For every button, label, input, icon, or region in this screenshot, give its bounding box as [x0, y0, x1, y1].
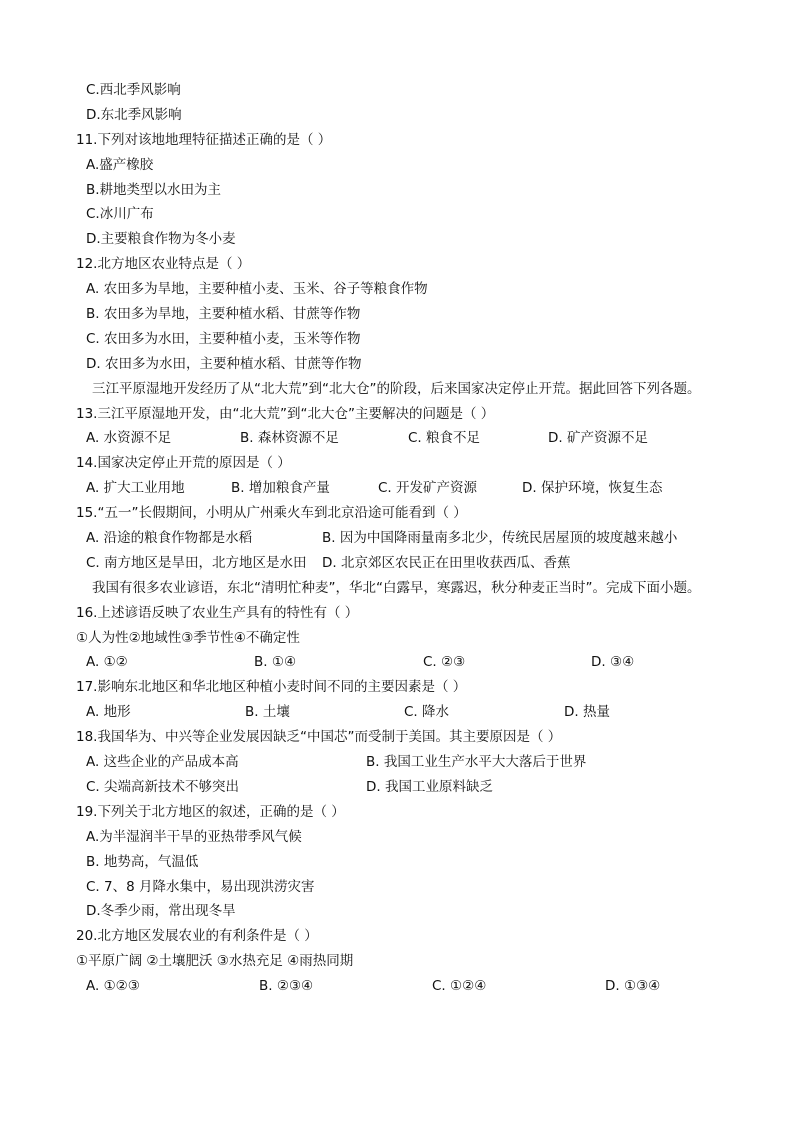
option-10c: C.西北季风影响 [86, 82, 181, 98]
options-17 [0, 700, 794, 725]
options-15-row2 [0, 551, 794, 576]
options-16 [0, 650, 794, 675]
option-17b: B. 土壤 [245, 704, 290, 721]
option-11c: C.冰川广布 [86, 206, 154, 223]
option-20b: B. ②③④ [259, 978, 314, 995]
option-20a: A. ①②③ [86, 978, 140, 995]
question-15: 15.“五一”长假期间，小明从广州乘火车到北京沿途可能看到（ ） [76, 505, 467, 522]
options-13 [0, 426, 794, 451]
option-14b: B. 增加粮食产量 [231, 480, 330, 497]
option-12c: C. 农田多为水田，主要种植小麦，玉米等作物 [86, 330, 361, 347]
question-11: 11.下列对该地地理特征描述正确的是（ ） [76, 131, 332, 148]
question-13: 13.三江平原湿地开发，由“北大荒”到“北大仓”主要解决的问题是（ ） [76, 405, 495, 422]
passage-proverbs: 我国有很多农业谚语，东北“清明忙种麦”，华北“白露早，寒露迟，秋分种麦正当时”。完成下面小题。 [92, 579, 701, 596]
question-17: 17.影响东北地区和华北地区种植小麦时间不同的主要因素是（ ） [76, 679, 467, 696]
option-13a: A. 水资源不足 [86, 430, 172, 447]
option-15a: A. 沿途的粮食作物都是水稻 [86, 530, 253, 547]
option-19a: A.为半湿润半干旱的亚热带季风气候 [86, 828, 302, 845]
option-14c: C. 开发矿产资源 [378, 480, 478, 497]
question-18: 18.我国华为、中兴等企业发展因缺乏“中国芯”而受制于美国。其主要原因是（ ） [76, 729, 562, 746]
option-12a: A. 农田多为旱地，主要种植小麦、玉米、谷子等粮食作物 [86, 281, 428, 298]
options-15-row1 [0, 526, 794, 551]
option-14d: D. 保护环境，恢复生态 [522, 480, 663, 497]
question-14: 14.国家决定停止开荒的原因是（ ） [76, 455, 291, 472]
option-15d: D. 北京郊区农民正在田里收获西瓜、香蕉 [322, 554, 571, 571]
option-16d: D. ③④ [591, 654, 635, 671]
option-13d: D. 矿产资源不足 [548, 430, 648, 447]
option-18b: B. 我国工业生产水平大大落后于世界 [366, 754, 587, 771]
option-17a: A. 地形 [86, 704, 131, 721]
document-page [0, 78, 794, 999]
question-16-choices: ①人为性②地域性③季节性④不确定性 [76, 629, 300, 646]
option-16a: A. ①② [86, 654, 128, 671]
option-18a: A. 这些企业的产品成本高 [86, 754, 239, 771]
option-13b: B. 森林资源不足 [240, 430, 339, 447]
option-15c: C. 南方地区是旱田，北方地区是水田 [86, 554, 307, 571]
option-14a: A. 扩大工业用地 [86, 480, 185, 497]
option-17d: D. 热量 [564, 704, 610, 721]
option-12b: B. 农田多为旱地，主要种植水稻、甘蔗等作物 [86, 306, 361, 323]
question-16: 16.上述谚语反映了农业生产具有的特性有（ ） [76, 604, 359, 621]
question-19: 19.下列关于北方地区的叙述，正确的是（ ） [76, 803, 345, 820]
option-16b: B. ①④ [254, 654, 297, 671]
option-11a: A.盛产橡胶 [86, 156, 154, 173]
passage-sanjiang: 三江平原湿地开发经历了从“北大荒”到“北大仓”的阶段，后来国家决定停止开荒。据此回答下列各题。 [92, 380, 701, 397]
options-18-row2 [0, 775, 794, 800]
option-18d: D. 我国工业原料缺乏 [366, 778, 493, 795]
option-13c: C. 粮食不足 [408, 430, 481, 447]
options-18-row1 [0, 750, 794, 775]
option-11d: D.主要粮食作物为冬小麦 [86, 231, 236, 248]
question-20-choices: ①平原广阔 ②土壤肥沃 ③水热充足 ④雨热同期 [76, 953, 354, 970]
option-17c: C. 降水 [404, 704, 450, 721]
option-16c: C. ②③ [423, 654, 466, 671]
option-19b: B. 地势高，气温低 [86, 853, 199, 870]
option-10d: D.东北季风影响 [86, 106, 182, 123]
option-11b: B.耕地类型以水田为主 [86, 181, 222, 198]
option-15b: B. 因为中国降雨量南多北少，传统民居屋顶的坡度越来越小 [322, 530, 678, 547]
option-18c: C. 尖端高新技术不够突出 [86, 778, 240, 795]
question-12: 12.北方地区农业特点是（ ） [76, 256, 251, 273]
option-20d: D. ①③④ [605, 978, 661, 995]
option-19d: D.冬季少雨，常出现冬旱 [86, 903, 236, 920]
option-19c: C. 7、8 月降水集中，易出现洪涝灾害 [86, 878, 315, 895]
options-14 [0, 476, 794, 501]
question-20: 20.北方地区发展农业的有利条件是（ ） [76, 928, 318, 945]
option-12d: D. 农田多为水田，主要种植水稻、甘蔗等作物 [86, 355, 362, 372]
option-20c: C. ①②④ [432, 978, 487, 995]
options-20 [0, 974, 794, 999]
